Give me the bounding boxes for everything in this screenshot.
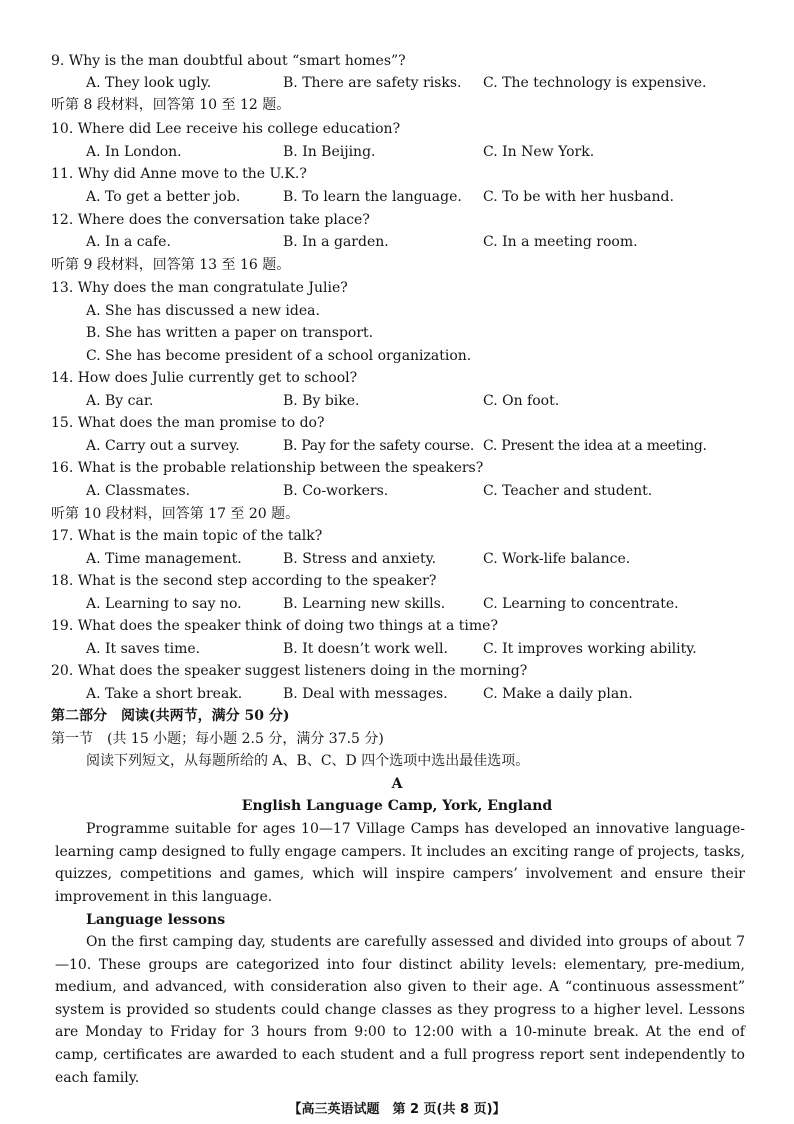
part2-section1: 第一节 (共 15 小题；每小题 2.5 分，满分 37.5 分) [51, 731, 384, 747]
option-11b: B. To learn the language. [283, 189, 462, 205]
option-19a: A. It saves time. [86, 641, 201, 657]
option-14b: B. By bike. [283, 393, 360, 409]
option-14a: A. By car. [86, 393, 154, 409]
question-13: 13. Why does the man congratulate Julie? [51, 280, 348, 296]
option-10b: B. In Beijing. [283, 144, 376, 160]
question-10: 10. Where did Lee receive his college education? [51, 121, 401, 137]
option-11a: A. To get a better job. [86, 189, 241, 205]
part2-instruction: 阅读下列短文，从每题所给的 A、B、C、D 四个选项中选出最佳选项。 [86, 753, 530, 769]
passage-letter: A [391, 776, 403, 792]
paragraph-2: On the first camping day, students are carefully assessed and divided into groups of about 7—10. These groups are categorized into four distinct ability levels: elementary, pre-medium, medium, and advanced, with consideration also given to their age. A “continuous assessment” system is provided so students could change classes as they progress to a higher level. Lessons are Monday to Friday for 3 hours from 9:00 to 12:00 with a 10-minute break. At the end of camp, certificates are awarded to each student and a full progress report sent independently to each family. [55, 934, 745, 1086]
option-17c: C. Work-life balance. [483, 551, 631, 567]
section-heading-9: 听第 9 段材料，回答第 13 至 16 题。 [51, 257, 291, 273]
question-16: 16. What is the probable relationship between the speakers? [51, 460, 484, 476]
question-19: 19. What does the speaker think of doing two things at a time? [51, 618, 498, 634]
passage-title: English Language Camp, York, England [241, 798, 553, 814]
option-18a: A. Learning to say no. [86, 596, 242, 612]
part2-title: 第二部分 阅读(共两节，满分 50 分) [51, 708, 290, 724]
option-20c: C. Make a daily plan. [483, 686, 633, 702]
question-20: 20. What does the speaker suggest listeners doing in the morning? [51, 663, 528, 679]
option-15b: B. Pay for the safety course. [283, 438, 474, 454]
question-11: 11. Why did Anne move to the U.K.? [51, 166, 307, 182]
subheading-language-lessons: Language lessons [86, 912, 226, 928]
option-9a: A. They look ugly. [86, 75, 212, 91]
question-14: 14. How does Julie currently get to school? [51, 370, 358, 386]
section-heading-8: 听第 8 段材料，回答第 10 至 12 题。 [51, 97, 291, 113]
option-20a: A. Take a short break. [86, 686, 243, 702]
question-9: 9. Why is the man doubtful about “smart homes”? [51, 53, 406, 69]
option-13a: A. She has discussed a new idea. [86, 303, 320, 319]
option-16c: C. Teacher and student. [483, 483, 653, 499]
option-9b: B. There are safety risks. [283, 75, 462, 91]
page-footer: 【高三英语试题 第 2 页(共 8 页)】 [288, 1102, 506, 1117]
option-9c: C. The technology is expensive. [483, 75, 707, 91]
option-10a: A. In London. [86, 144, 182, 160]
option-16b: B. Co-workers. [283, 483, 389, 499]
question-18: 18. What is the second step according to the speaker? [51, 573, 437, 589]
option-16a: A. Classmates. [86, 483, 191, 499]
option-15a: A. Carry out a survey. [86, 438, 240, 454]
section-heading-10: 听第 10 段材料，回答第 17 至 20 题。 [51, 506, 300, 522]
option-13b: B. She has written a paper on transport. [86, 325, 374, 341]
option-18c: C. Learning to concentrate. [483, 596, 679, 612]
option-18b: B. Learning new skills. [283, 596, 446, 612]
question-12: 12. Where does the conversation take place? [51, 212, 370, 228]
question-15: 15. What does the man promise to do? [51, 415, 325, 431]
question-17: 17. What is the main topic of the talk? [51, 528, 323, 544]
option-11c: C. To be with her husband. [483, 189, 674, 205]
option-12a: A. In a cafe. [86, 234, 171, 250]
paragraph-1: Programme suitable for ages 10—17 Village Camps has developed an innovative language-learning camp designed to fully engage campers. It includes an exciting range of projects, tasks, quizzes, competitions and games, which will inspire campers’ involvement and ensure their improvement in this language. [55, 821, 745, 905]
option-15c: C. Present the idea at a meeting. [483, 438, 707, 454]
option-17a: A. Time management. [86, 551, 242, 567]
option-13c: C. She has become president of a school organization. [86, 348, 472, 364]
option-20b: B. Deal with messages. [283, 686, 448, 702]
option-12b: B. In a garden. [283, 234, 389, 250]
option-12c: C. In a meeting room. [483, 234, 638, 250]
option-14c: C. On foot. [483, 393, 560, 409]
option-19b: B. It doesn’t work well. [283, 641, 448, 657]
option-10c: C. In New York. [483, 144, 595, 160]
option-19c: C. It improves working ability. [483, 641, 697, 657]
option-17b: B. Stress and anxiety. [283, 551, 437, 567]
